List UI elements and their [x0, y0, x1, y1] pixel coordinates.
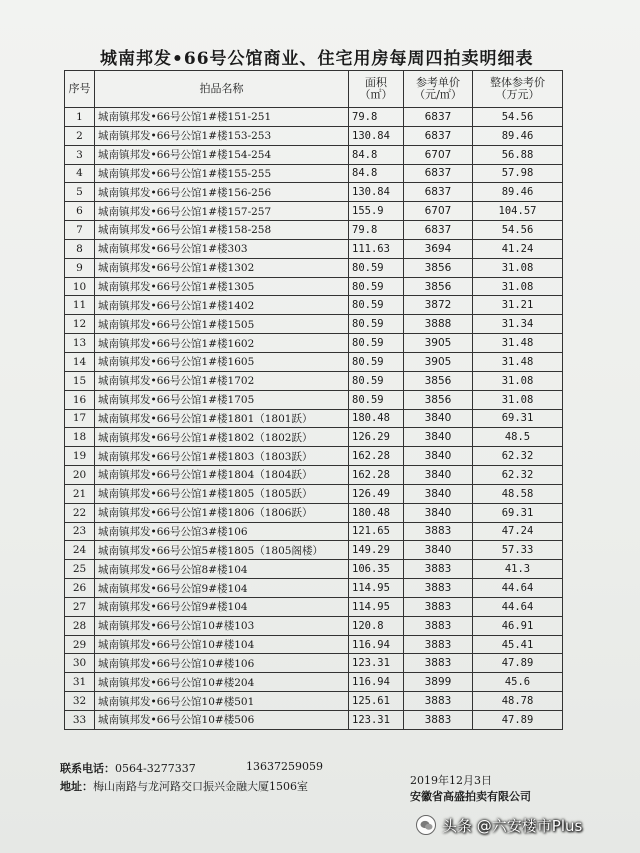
- item-unit-price: 3883: [404, 560, 473, 579]
- item-area: 80.59: [349, 352, 404, 371]
- item-total-price: 57.33: [473, 541, 563, 560]
- item-name: 城南镇邦发•66号公馆1#楼1605: [95, 352, 349, 371]
- item-total-price: 41.3: [473, 560, 563, 579]
- item-unit-price: 6837: [404, 221, 473, 240]
- item-unit-price: 3840: [404, 428, 473, 447]
- wechat-icon: [416, 815, 436, 835]
- item-area: 180.48: [349, 409, 404, 428]
- item-area: 80.59: [349, 296, 404, 315]
- item-total-price: 31.48: [473, 352, 563, 371]
- item-name: 城南镇邦发•66号公馆1#楼153-253: [95, 126, 349, 145]
- item-unit-price: 3840: [404, 409, 473, 428]
- item-unit-price: 3883: [404, 711, 473, 730]
- company-name: 安徽省高盛拍卖有限公司: [410, 790, 531, 803]
- row-number: 7: [65, 221, 95, 240]
- row-number: 26: [65, 579, 95, 598]
- item-unit-price: 3899: [404, 673, 473, 692]
- item-name: 城南镇邦发•66号公馆1#楼156-256: [95, 183, 349, 202]
- item-unit-price: 3840: [404, 503, 473, 522]
- row-number: 20: [65, 466, 95, 485]
- item-total-price: 56.88: [473, 145, 563, 164]
- phone-1: 0564-3277337: [115, 762, 196, 775]
- item-total-price: 47.89: [473, 654, 563, 673]
- item-total-price: 31.21: [473, 296, 563, 315]
- table-row: [65, 221, 563, 240]
- item-unit-price: 6837: [404, 164, 473, 183]
- item-area: 116.94: [349, 673, 404, 692]
- item-unit-price: 3883: [404, 579, 473, 598]
- row-number: 18: [65, 428, 95, 447]
- header-unit-price: 参考单价 （元/㎡）: [404, 71, 473, 108]
- item-area: 84.8: [349, 164, 404, 183]
- item-name: 城南镇邦发•66号公馆1#楼1505: [95, 315, 349, 334]
- item-unit-price: 3883: [404, 616, 473, 635]
- item-total-price: 45.6: [473, 673, 563, 692]
- table-row: [65, 371, 563, 390]
- item-unit-price: 3856: [404, 277, 473, 296]
- item-area: 180.48: [349, 503, 404, 522]
- item-unit-price: 3883: [404, 635, 473, 654]
- item-area: 162.28: [349, 447, 404, 466]
- item-name: 城南镇邦发•66号公馆1#楼1402: [95, 296, 349, 315]
- row-number: 16: [65, 390, 95, 409]
- item-unit-price: 3905: [404, 334, 473, 353]
- item-area: 79.8: [349, 221, 404, 240]
- watermark: [416, 812, 632, 838]
- row-number: 17: [65, 409, 95, 428]
- row-number: 31: [65, 673, 95, 692]
- item-name: 城南镇邦发•66号公馆10#楼106: [95, 654, 349, 673]
- row-number: 10: [65, 277, 95, 296]
- table-row: [65, 409, 563, 428]
- table-row: [65, 466, 563, 485]
- header-no: 序号: [65, 71, 95, 108]
- item-unit-price: 6707: [404, 202, 473, 221]
- item-total-price: 48.78: [473, 692, 563, 711]
- row-number: 33: [65, 711, 95, 730]
- item-area: 126.49: [349, 484, 404, 503]
- item-name: 城南镇邦发•66号公馆10#楼501: [95, 692, 349, 711]
- item-area: 80.59: [349, 258, 404, 277]
- phone-2: 13637259059: [246, 760, 323, 773]
- table-row: [65, 428, 563, 447]
- item-name: 城南镇邦发•66号公馆1#楼303: [95, 239, 349, 258]
- item-unit-price: 3694: [404, 239, 473, 258]
- item-area: 80.59: [349, 334, 404, 353]
- item-total-price: 47.89: [473, 711, 563, 730]
- item-area: 155.9: [349, 202, 404, 221]
- item-name: 城南镇邦发•66号公馆1#楼1305: [95, 277, 349, 296]
- item-area: 123.31: [349, 654, 404, 673]
- item-area: 80.59: [349, 390, 404, 409]
- row-number: 19: [65, 447, 95, 466]
- item-name: 城南镇邦发•66号公馆1#楼155-255: [95, 164, 349, 183]
- table-row: [65, 334, 563, 353]
- item-name: 城南镇邦发•66号公馆5#楼1805（1805阁楼）: [95, 541, 349, 560]
- table-row: [65, 560, 563, 579]
- row-number: 9: [65, 258, 95, 277]
- item-total-price: 44.64: [473, 579, 563, 598]
- table-body: [65, 108, 563, 730]
- item-name: 城南镇邦发•66号公馆1#楼1805（1805跃）: [95, 484, 349, 503]
- table-row: [65, 711, 563, 730]
- item-unit-price: 3856: [404, 258, 473, 277]
- row-number: 29: [65, 635, 95, 654]
- table-row: [65, 126, 563, 145]
- item-total-price: 57.98: [473, 164, 563, 183]
- row-number: 12: [65, 315, 95, 334]
- item-name: 城南镇邦发•66号公馆1#楼157-257: [95, 202, 349, 221]
- row-number: 4: [65, 164, 95, 183]
- item-total-price: 89.46: [473, 183, 563, 202]
- item-area: 162.28: [349, 466, 404, 485]
- item-name: 城南镇邦发•66号公馆1#楼1602: [95, 334, 349, 353]
- item-unit-price: 3888: [404, 315, 473, 334]
- item-total-price: 54.56: [473, 108, 563, 127]
- item-area: 114.95: [349, 597, 404, 616]
- table-row: [65, 352, 563, 371]
- table-row: [65, 277, 563, 296]
- table-header-row: [65, 71, 563, 108]
- item-area: 84.8: [349, 145, 404, 164]
- item-unit-price: 6837: [404, 108, 473, 127]
- item-name: 城南镇邦发•66号公馆1#楼154-254: [95, 145, 349, 164]
- item-total-price: 31.48: [473, 334, 563, 353]
- item-area: 114.95: [349, 579, 404, 598]
- table-row: [65, 673, 563, 692]
- table-row: [65, 390, 563, 409]
- row-number: 21: [65, 484, 95, 503]
- document-title: 城南邦发•66号公馆商业、住宅用房每周四拍卖明细表: [100, 49, 534, 69]
- item-name: 城南镇邦发•66号公馆10#楼204: [95, 673, 349, 692]
- item-area: 130.84: [349, 183, 404, 202]
- item-name: 城南镇邦发•66号公馆1#楼1702: [95, 371, 349, 390]
- table-row: [65, 522, 563, 541]
- row-number: 6: [65, 202, 95, 221]
- table-row: [65, 692, 563, 711]
- table-row: [65, 183, 563, 202]
- item-name: 城南镇邦发•66号公馆1#楼158-258: [95, 221, 349, 240]
- item-total-price: 31.08: [473, 390, 563, 409]
- item-unit-price: 3840: [404, 541, 473, 560]
- item-area: 123.31: [349, 711, 404, 730]
- row-number: 2: [65, 126, 95, 145]
- item-area: 126.29: [349, 428, 404, 447]
- table-row: [65, 579, 563, 598]
- table-row: [65, 315, 563, 334]
- item-name: 城南镇邦发•66号公馆1#楼1801（1801跃）: [95, 409, 349, 428]
- item-name: 城南镇邦发•66号公馆10#楼104: [95, 635, 349, 654]
- item-total-price: 69.31: [473, 409, 563, 428]
- item-area: 149.29: [349, 541, 404, 560]
- item-unit-price: 3872: [404, 296, 473, 315]
- item-unit-price: 3883: [404, 597, 473, 616]
- item-area: 116.94: [349, 635, 404, 654]
- row-number: 25: [65, 560, 95, 579]
- item-total-price: 45.41: [473, 635, 563, 654]
- item-area: 121.65: [349, 522, 404, 541]
- contact-phone: [60, 760, 196, 776]
- item-name: 城南镇邦发•66号公馆1#楼1302: [95, 258, 349, 277]
- item-unit-price: 3905: [404, 352, 473, 371]
- table-row: [65, 296, 563, 315]
- item-total-price: 44.64: [473, 597, 563, 616]
- item-name: 城南镇邦发•66号公馆1#楼1802（1802跃）: [95, 428, 349, 447]
- item-total-price: 69.31: [473, 503, 563, 522]
- item-name: 城南镇邦发•66号公馆1#楼1804（1804跃）: [95, 466, 349, 485]
- item-total-price: 47.24: [473, 522, 563, 541]
- table-row: [65, 145, 563, 164]
- item-area: 106.35: [349, 560, 404, 579]
- item-name: 城南镇邦发•66号公馆9#楼104: [95, 579, 349, 598]
- item-name: 城南镇邦发•66号公馆9#楼104: [95, 597, 349, 616]
- item-name: 城南镇邦发•66号公馆1#楼1705: [95, 390, 349, 409]
- item-total-price: 48.58: [473, 484, 563, 503]
- item-area: 80.59: [349, 277, 404, 296]
- item-total-price: 62.32: [473, 447, 563, 466]
- item-name: 城南镇邦发•66号公馆8#楼104: [95, 560, 349, 579]
- row-number: 24: [65, 541, 95, 560]
- table-row: [65, 164, 563, 183]
- item-unit-price: 3883: [404, 654, 473, 673]
- item-unit-price: 3856: [404, 390, 473, 409]
- item-total-price: 31.08: [473, 277, 563, 296]
- item-unit-price: 3840: [404, 484, 473, 503]
- auction-detail-table: [64, 70, 563, 730]
- item-unit-price: 6837: [404, 126, 473, 145]
- table-row: [65, 258, 563, 277]
- table-row: [65, 597, 563, 616]
- address-text: 梅山南路与龙河路交口振兴金融大厦1506室: [93, 780, 308, 793]
- row-number: 22: [65, 503, 95, 522]
- row-number: 1: [65, 108, 95, 127]
- item-unit-price: 3840: [404, 466, 473, 485]
- table-row: [65, 503, 563, 522]
- header-area: 面积 （㎡）: [349, 71, 404, 108]
- watermark-text: 头条 @六安楼市Plus: [442, 816, 583, 835]
- row-number: 30: [65, 654, 95, 673]
- row-number: 14: [65, 352, 95, 371]
- item-name: 城南镇邦发•66号公馆10#楼506: [95, 711, 349, 730]
- item-unit-price: 6707: [404, 145, 473, 164]
- item-total-price: 89.46: [473, 126, 563, 145]
- item-name: 城南镇邦发•66号公馆1#楼151-251: [95, 108, 349, 127]
- row-number: 28: [65, 616, 95, 635]
- item-total-price: 62.32: [473, 466, 563, 485]
- table-row: [65, 635, 563, 654]
- item-total-price: 31.34: [473, 315, 563, 334]
- table-row: [65, 447, 563, 466]
- table-row: [65, 108, 563, 127]
- item-total-price: 54.56: [473, 221, 563, 240]
- contact-label: 联系电话：: [60, 762, 115, 775]
- table-row: [65, 541, 563, 560]
- item-area: 80.59: [349, 371, 404, 390]
- item-area: 130.84: [349, 126, 404, 145]
- table-row: [65, 654, 563, 673]
- item-area: 120.8: [349, 616, 404, 635]
- item-total-price: 31.08: [473, 371, 563, 390]
- document-date: 2019年12月3日: [410, 774, 492, 787]
- row-number: 32: [65, 692, 95, 711]
- row-number: 3: [65, 145, 95, 164]
- address-label: 地址：: [60, 780, 93, 793]
- item-total-price: 48.5: [473, 428, 563, 447]
- item-area: 80.59: [349, 315, 404, 334]
- item-total-price: 31.08: [473, 258, 563, 277]
- item-unit-price: 3856: [404, 371, 473, 390]
- item-unit-price: 3840: [404, 447, 473, 466]
- item-total-price: 104.57: [473, 202, 563, 221]
- item-total-price: 41.24: [473, 239, 563, 258]
- row-number: 15: [65, 371, 95, 390]
- row-number: 11: [65, 296, 95, 315]
- row-number: 23: [65, 522, 95, 541]
- table-row: [65, 239, 563, 258]
- item-unit-price: 3883: [404, 692, 473, 711]
- header-name: 拍品名称: [95, 71, 349, 108]
- header-total-price: 整体参考价 （万元）: [473, 71, 563, 108]
- item-name: 城南镇邦发•66号公馆3#楼106: [95, 522, 349, 541]
- item-name: 城南镇邦发•66号公馆1#楼1806（1806跃）: [95, 503, 349, 522]
- row-number: 5: [65, 183, 95, 202]
- row-number: 8: [65, 239, 95, 258]
- row-number: 13: [65, 334, 95, 353]
- item-name: 城南镇邦发•66号公馆10#楼103: [95, 616, 349, 635]
- table-row: [65, 202, 563, 221]
- item-area: 125.61: [349, 692, 404, 711]
- item-name: 城南镇邦发•66号公馆1#楼1803（1803跃）: [95, 447, 349, 466]
- item-unit-price: 3883: [404, 522, 473, 541]
- table-row: [65, 616, 563, 635]
- item-total-price: 46.91: [473, 616, 563, 635]
- item-area: 111.63: [349, 239, 404, 258]
- item-area: 79.8: [349, 108, 404, 127]
- item-unit-price: 6837: [404, 183, 473, 202]
- table-row: [65, 484, 563, 503]
- row-number: 27: [65, 597, 95, 616]
- contact-address: [60, 778, 308, 794]
